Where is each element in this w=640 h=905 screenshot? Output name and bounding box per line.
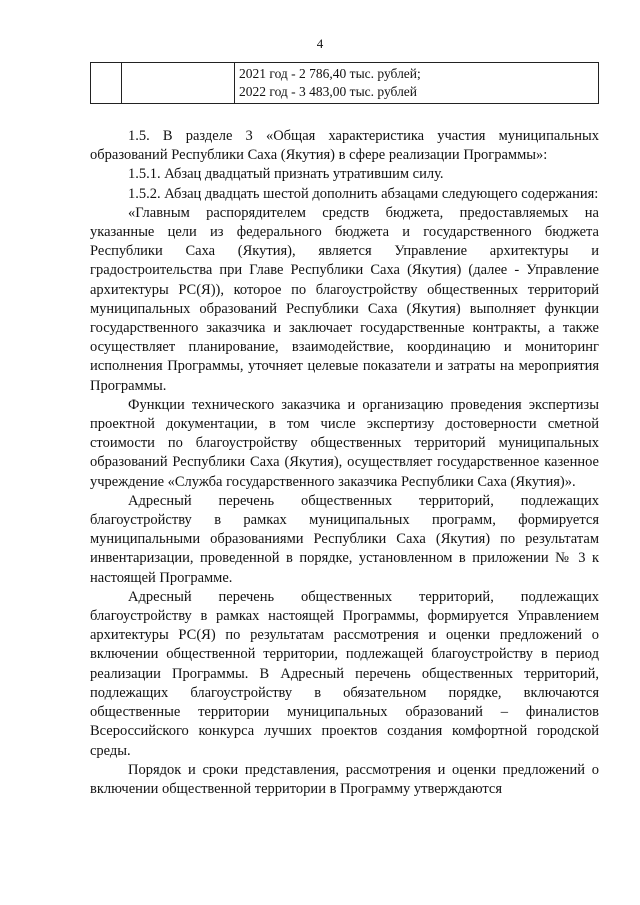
paragraph-address-list-municipal: Адресный перечень общественных территорий, подлежащих благоустройству в рамках муниципальных программ, формируется муниципальными образованиями Республики Саха (Якутия) по результатам инвентаризации, проведенной в порядке, установленном в приложении № 3 к настоящей Программе. bbox=[90, 492, 599, 586]
table-cell-empty-2 bbox=[122, 63, 235, 104]
page-number: 4 bbox=[316, 36, 324, 51]
paragraph-technical-customer: Функции технического заказчика и организацию проведения экспертизы проектной документации, в том числе экспертизу достоверности сметной стоимости по благоустройству общественных территорий муниципальных образований Республики Саха (Якутия), осуществляет государственное казенное учреждение «Служба государственного заказчика Республики Саха (Якутия)». bbox=[90, 396, 599, 490]
paragraph-procedure: Порядок и сроки представления, рассмотрения и оценки предложений о включении общественной территории в Программу утверждаются bbox=[90, 761, 599, 797]
document-body bbox=[90, 127, 599, 799]
paragraph-1-5-1: 1.5.1. Абзац двадцатый признать утратившим силу. bbox=[128, 166, 444, 183]
paragraph-address-list-program: Адресный перечень общественных территорий, подлежащих благоустройству в рамках настоящей Программы, формируется Управлением архитектуры РС(Я) по результатам рассмотрения и оценки предложений о включении общественной территории, подлежащей благоустройству в период реализации Программы. В Адресный перечень общественных территорий, подлежащих благоустройству в обязательном порядке, включаются общественные территории муниципальных образований – финалистов Всероссийского конкурса лучших проектов создания комфортной городской среды. bbox=[90, 588, 599, 759]
funding-line-2021: 2021 год - 2 786,40 тыс. рублей; bbox=[239, 66, 421, 81]
budget-table bbox=[90, 62, 599, 104]
table-cell-funding bbox=[235, 63, 599, 104]
table-cell-empty-1 bbox=[91, 63, 122, 104]
paragraph-1-5: 1.5. В разделе 3 «Общая характеристика участия муниципальных образований Республики Саха (Якутия) в сфере реализации Программы»: bbox=[90, 128, 599, 164]
funding-line-2022: 2022 год - 3 483,00 тыс. рублей bbox=[239, 84, 418, 99]
table-row bbox=[91, 63, 599, 104]
paragraph-1-5-2: 1.5.2. Абзац двадцать шестой дополнить абзацами следующего содержания: bbox=[128, 185, 599, 202]
paragraph-main-distributor: «Главным распорядителем средств бюджета, предоставляемых на указанные цели из федерального бюджета и государственного бюджета Республики Саха (Якутия), является Управление архитектуры и градостроительства при Главе Республики Саха (Якутия) (далее - Управление архитектуры РС(Я)), которое по благоустройству общественных территорий муниципальных образований Республики Саха (Якутия) выполняет функции государственного заказчика и заключает государственные контракты, а также осуществляет планирование, взаимодействие, координацию и мониторинг исполнения Программы, уточняет целевые показатели и затраты на мероприятия Программы. bbox=[90, 204, 599, 394]
